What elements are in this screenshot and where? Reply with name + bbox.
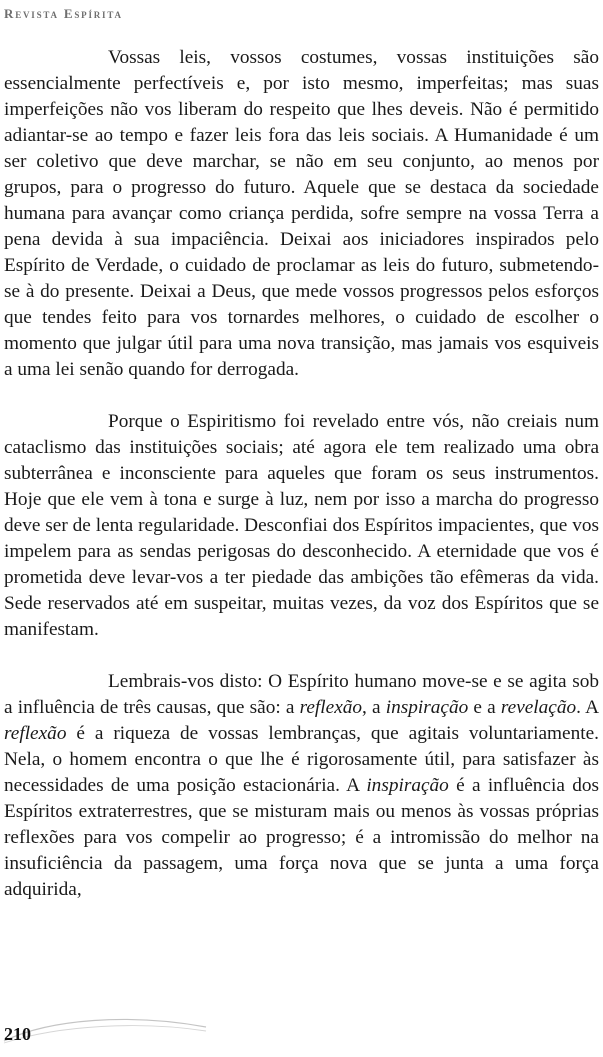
decorative-swoosh xyxy=(0,1005,210,1045)
paragraph-1-text: Vossas leis, vossos costumes, vossas instituições são essencialmente perfectíveis e, por isto mesmo, imperfeitas; mas suas imperfeições não vos liberam do respeito que lhes deveis. Não é permitido adiantar-se ao tempo e fazer leis fora das leis sociais. A Humanidade é um ser coletivo que deve marchar, se não em seu conjunto, ao menos por grupos, para o progresso do futuro. Aquele que se destaca da sociedade humana para avançar como criança perdida, sofre sempre na vossa Terra a pena devida à sua impaciência. Deixai aos iniciadores inspirados pelo Espírito de Verdade, o cuidado de proclamar as leis do futuro, submetendo-se à do presente. Deixai a Deus, que mede vossos progressos pelos esforços que tendes feito para vos tornardes melhores, o cuidado de escolher o momento que julgar útil para uma nova transição, mas jamais vos esquiveis a uma lei senão quando for derrogada. xyxy=(4,47,599,380)
paragraph-1 xyxy=(4,45,599,383)
paragraph-3 xyxy=(4,669,599,903)
italic-term-reflexao: reflexão xyxy=(4,723,67,744)
paragraph-3-text: e a xyxy=(468,697,501,718)
paragraph-3-text: é a riqueza de vossas lembranças, que agitais voluntariamente. Nela, o homem encontra o que lhe é rigorosamente útil, para satisfazer às necessidades de uma posição estacionária. A xyxy=(4,723,599,796)
italic-term-revelacao: revelação xyxy=(500,697,577,718)
paragraph-2 xyxy=(4,409,599,643)
italic-term-inspiracao: inspiração xyxy=(366,775,449,796)
page-number: 210 xyxy=(4,1024,31,1044)
paragraph-3-text: , a xyxy=(362,697,386,718)
paragraph-3-text: . A xyxy=(576,697,599,718)
running-header: Revista Espírita xyxy=(4,6,123,21)
paragraph-2-text: Porque o Espiritismo foi revelado entre vós, não creiais num cataclismo das instituições sociais; até agora ele tem realizado uma obra subterrânea e inconsciente para aqueles que foram os seus instrumentos. Hoje que ele vem à tona e surge à luz, nem por isso a marcha do progresso deve ser de lenta regularidade. Desconfiai dos Espíritos impacientes, que vos impelem para as sendas perigosas do desconhecido. A eternidade que vos é prometida deve levar-vos a ter piedade das ambições tão efêmeras da vida. Sede reservados até em suspeitar, muitas vezes, da voz dos Espíritos que se manifestam. xyxy=(4,411,599,640)
italic-term-inspiracao: inspiração xyxy=(385,697,469,718)
paragraph-3-text: é a influência dos Espíritos extraterrestres, que se misturam mais ou menos às vossas próprias reflexões para vos compelir ao progresso; é a intromissão do melhor na insuficiência da passagem, uma força nova que se junta a uma força adquirida, xyxy=(4,775,599,900)
italic-term-reflexao: reflexão xyxy=(299,697,363,718)
paragraph-3-text: Lembrais-vos disto: O Espírito humano move-se e se agita sob a influência de três causas, que são: a xyxy=(4,671,599,718)
page-body xyxy=(4,45,599,903)
